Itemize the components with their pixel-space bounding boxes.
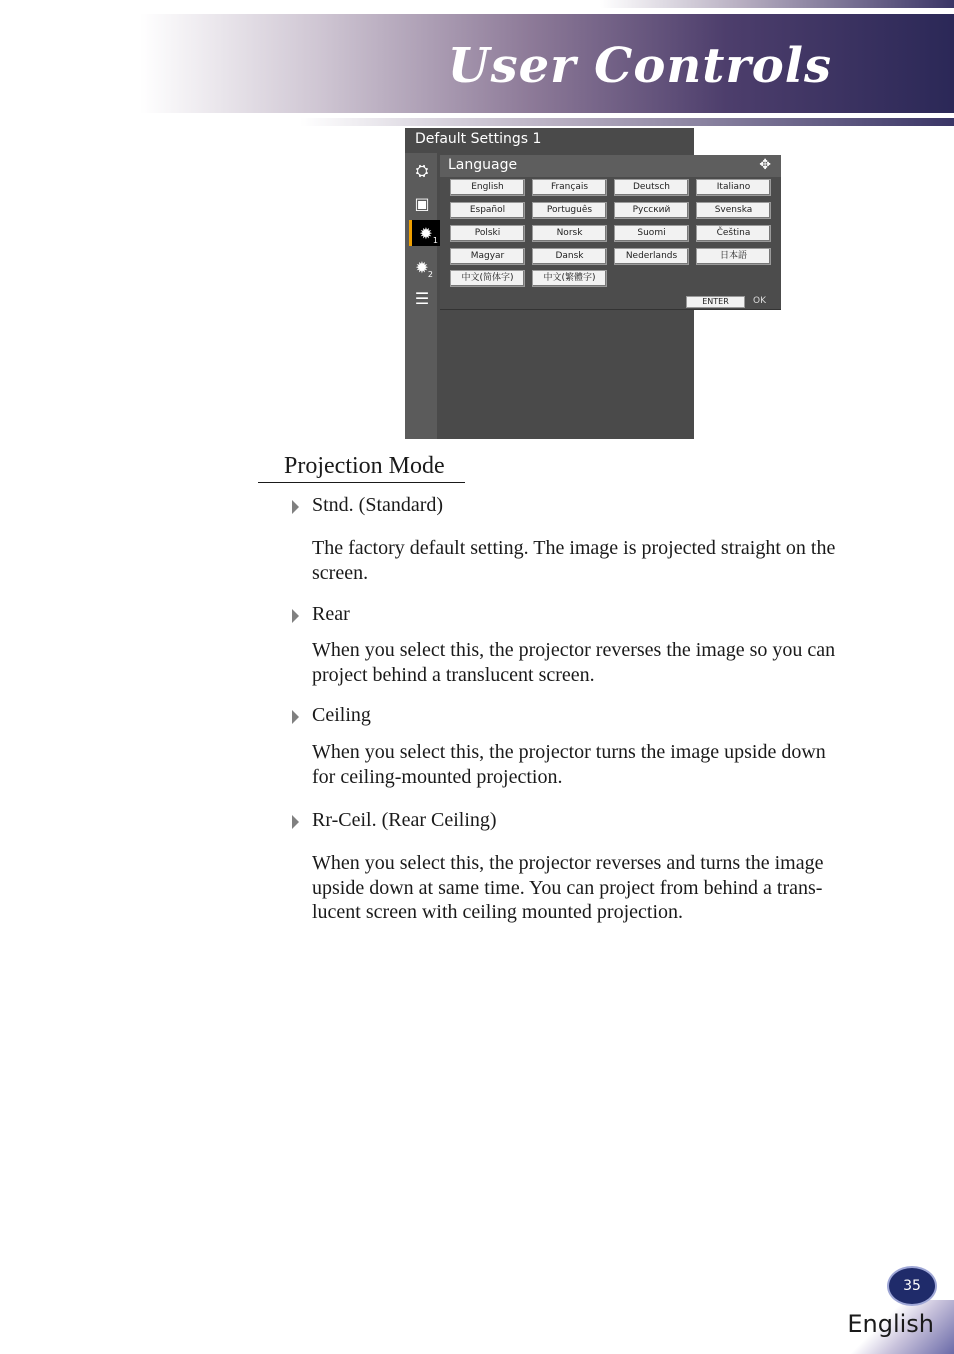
settings2-sub: 2 [427,270,433,279]
bullet-arrow-icon [292,710,299,724]
language-option[interactable]: 日本語 [696,248,771,265]
language-option[interactable]: Magyar [450,248,525,265]
description-line: for ceiling-mounted projection. [312,765,563,788]
language-option[interactable]: Português [532,202,607,219]
header-bottom-line [300,118,954,126]
item-label: Rear [312,603,350,625]
language-option[interactable]: Suomi [614,225,689,242]
page-title: User Controls [447,38,832,94]
language-option[interactable]: Italiano [696,179,771,196]
description-line: screen. [312,561,369,584]
display-settings-icon[interactable]: ▣ [414,193,430,213]
ok-label: OK [753,296,766,306]
description-line: lucent screen with ceiling mounted projection. [312,901,683,923]
settings1-sub: 1 [432,236,438,245]
description-line: When you select this, the projector turns the image upside down [312,741,826,763]
description-line: When you select this, the projector reverses the image so you can [312,639,836,661]
bullet-arrow-icon [292,815,299,829]
language-option[interactable]: Русский [614,202,689,219]
item-description [312,851,904,925]
language-option[interactable]: 中文(繁體字) [532,270,607,287]
image-settings-icon[interactable]: ⛭ [415,161,429,180]
move-icon: ✥ [759,157,771,173]
description-line: When you select this, the projector reverses and turns the image [312,852,824,874]
settings2-icon[interactable]: ✹ 2 [415,257,433,279]
language-option[interactable]: Deutsch [614,179,689,196]
settings1-icon[interactable]: ✹ 1 [409,220,440,246]
options-icon[interactable]: ☰ [414,288,430,308]
bullet-arrow-icon [292,609,299,623]
item-label: Ceiling [312,704,371,726]
language-option[interactable]: Čeština [696,225,771,242]
osd-title: Default Settings 1 [415,131,542,147]
language-option[interactable]: 中文(简体字) [450,270,525,287]
footer-language: English [847,1310,934,1338]
item-description [312,740,904,789]
description-line: The factory default setting. The image is projected straight on the [312,537,836,559]
bullet-arrow-icon [292,500,299,514]
language-option[interactable]: Español [450,202,525,219]
language-option[interactable]: English [450,179,525,196]
page-number: 35 [887,1266,937,1306]
description-line: project behind a translucent screen. [312,663,595,686]
item-label: Rr-Ceil. (Rear Ceiling) [312,809,497,831]
header-top-line [600,0,954,8]
language-option[interactable]: Français [532,179,607,196]
language-panel [440,155,781,310]
language-option[interactable]: Norsk [532,225,607,242]
section-heading: Projection Mode [258,450,465,483]
language-option[interactable]: Svenska [696,202,771,219]
description-line: upside down at same time. You can project from behind a trans- [312,876,823,899]
item-description [312,638,904,687]
language-panel-title: Language [448,157,518,173]
language-option[interactable]: Dansk [532,248,607,265]
enter-button[interactable]: ENTER [686,296,745,308]
language-option[interactable]: Nederlands [614,248,689,265]
item-label: Stnd. (Standard) [312,494,444,516]
item-description [312,536,904,585]
language-option[interactable]: Polski [450,225,525,242]
